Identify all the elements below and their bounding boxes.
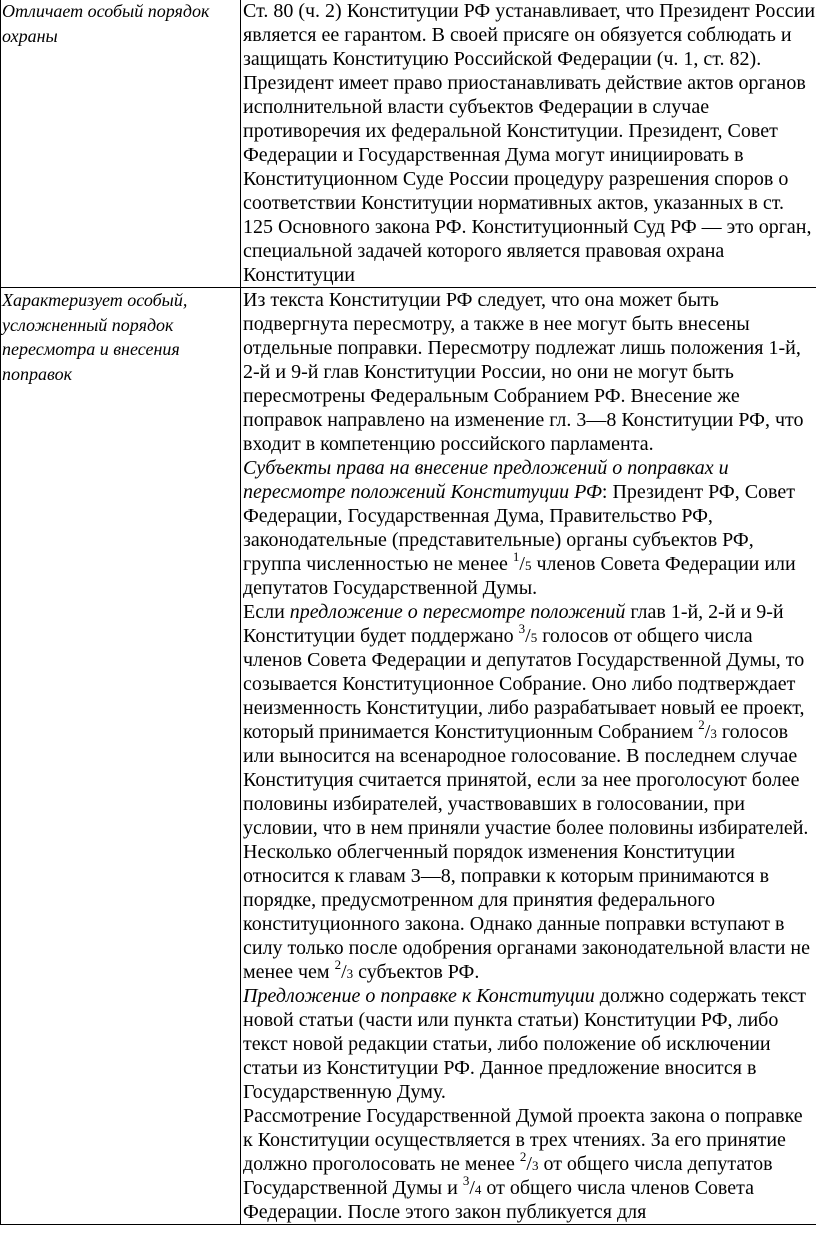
table-row [1, 288, 816, 1225]
fraction-numerator: 3 [462, 1173, 470, 1189]
description-text: Ст. 80 (ч. 2) Конституции РФ устанавливает, что Президент России является ее гарантом. В своей присяге он обязуется соблюдать и защищать Конституцию Российской Федерации (ч. 1, ст. 82). Президент имеет право приостанавливать действие актов органов исполнительной власти субъектов Федерации в случае противоречия их федеральной Конституции. Президент, Совет Федерации и Государственная Дума могут инициировать в Конституционном Суде России процедуру разрешения споров о соответствии Конституции нормативных актов, указанных в ст. 125 Основного закона РФ. Конституционный Суд РФ — это орган, специальной задачей которого является правовая охрана Конституции [243, 0, 816, 286]
feature-cell [1, 288, 241, 1225]
table-row [1, 0, 816, 288]
paragraph-amendment-proposal: Предложение о поправке к Конституции должно содержать текст новой статьи (части или пункта статьи) Конституции РФ, либо текст новой редакции статьи, либо положение об исключении статьи из Конституции РФ. Данное предложение вносится в Государственную Думу. [243, 985, 807, 1103]
paragraph-initiative-subjects: Субъекты права на внесение предложений о поправках и пересмотре положений Конституции РФ: Президент РФ, Совет Федерации, Государственная Дума, Правительство РФ, законодательные (представительные) органы субъектов РФ, группа численностью не менее $^1$/5 членов Совета Федерации или депутатов Государственной Думы. [243, 457, 796, 599]
fraction-numerator: 1 [512, 549, 520, 565]
feature-label: Характеризует особый, усложненный порядок пересмотра и внесения поправок [2, 290, 188, 384]
fraction-numerator: 2 [334, 957, 342, 973]
fraction-denominator: 5 [524, 558, 532, 573]
fraction-denominator: 3 [346, 966, 354, 981]
description-cell [241, 0, 816, 288]
paragraph-duma-consideration: Рассмотрение Государственной Думой проекта закона о поправке к Конституции осуществляется в трех чтениях. За его принятие должно проголосовать не менее $^2$/3 от общего числа депутатов Государственной Думы и $^3$/4 от общего числа членов Совета Федерации. После этого закон публикуется для [243, 1105, 803, 1223]
description-cell [241, 288, 816, 1225]
fraction-numerator: 2 [519, 1149, 527, 1165]
paragraph-revision-procedure: Если предложение о пересмотре положений глав 1-й, 2-й и 9-й Конституции будет поддержано $^3$/5 голосов от общего числа членов Совета Федерации и депутатов Государственной Думы, то созывается Конституционное Собрание. Оно либо подтверждает неизменность Конституции, либо разрабатывает новый ее проект, который принимается Конституционным Собранием $^2$/3 голосов или выносится на всенародное голосование. В последнем случае Конституция считается принятой, если за нее проголосуют более половины избирателей, участвовавших в голосовании, при условии, что в нем приняли участие более половины избирателей. [243, 601, 809, 839]
feature-cell [1, 0, 241, 288]
fraction-denominator: 4 [474, 1182, 482, 1197]
paragraph-revision-scope: Из текста Конституции РФ следует, что она может быть подвергнута пересмотру, а также в нее могут быть внесены отдельные поправки. Пересмотру подлежат лишь положения 1-й, 2-й и 9-й глав Конституции России, но они не могут быть пересмотрены Федеральным Собранием РФ. Внесение же поправок направлено на изменение гл. 3—8 Конституции РФ, что входит в компетенцию российского парламента. [243, 289, 804, 455]
feature-label: Отличает особый порядок охраны [2, 1, 210, 46]
fraction-denominator: 3 [531, 1158, 539, 1173]
fraction-numerator: 2 [698, 717, 705, 733]
paragraph-simplified-amendment: Несколько облегченный порядок изменения Конституции относится к главам 3—8, поправки к которым принимаются в порядке, предусмотренном для принятия федерального конституционного закона. Однако данные поправки вступают в силу только после одобрения органами законодательной власти не менее чем $^2$/3 субъектов РФ. [243, 841, 810, 983]
fraction-denominator: 3 [710, 726, 717, 741]
fraction-denominator: 5 [530, 630, 538, 645]
fraction-numerator: 3 [518, 621, 526, 637]
